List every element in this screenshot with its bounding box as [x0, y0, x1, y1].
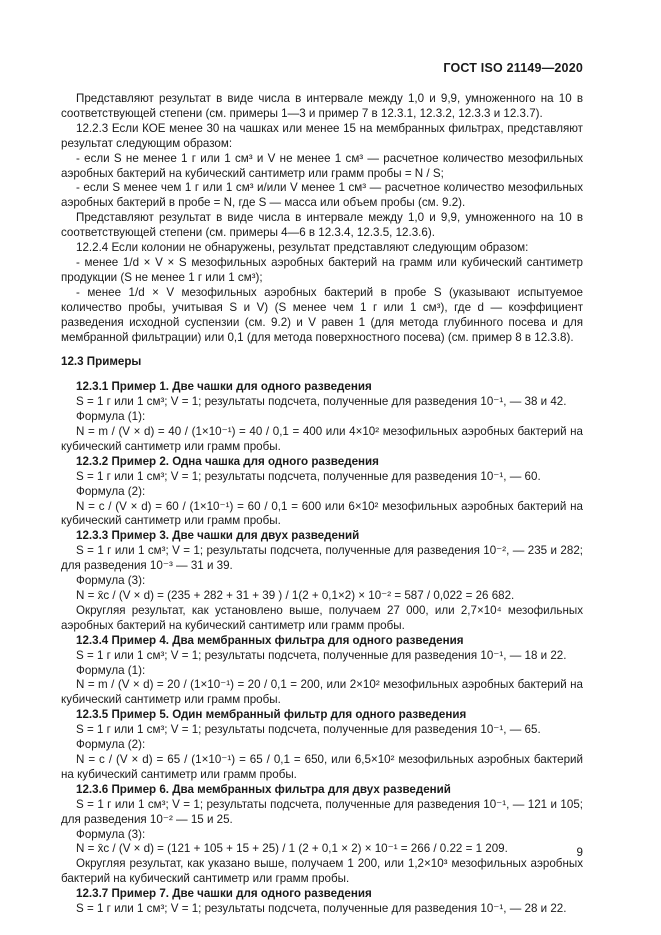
document-code-header: ГОСТ ISO 21149—2020: [443, 61, 583, 75]
example-heading: 12.3.5 Пример 5. Один мембранный фильтр для одного разведения: [76, 708, 467, 722]
formula-label: Формула (1):: [76, 663, 146, 677]
paragraph: Представляют результат в виде числа в интервале между 1,0 и 9,9, умноженного на 10 в соответствующей степени (см. примеры 1—3 и пример 7 в 12.3.1, 12.3.2, 12.3.3 и 12.3.7).: [61, 92, 583, 120]
paragraph: S = 1 г или 1 см³; V = 1; результаты подсчета, полученные для разведения 10⁻¹, — 65.: [76, 723, 541, 737]
paragraph: Округляя результат, как указано выше, получаем 1 200, или 1,2×10³ мезофильных аэробных бактерий на кубический сантиметр или грамм пробы.: [61, 857, 583, 886]
formula-label: Формула (3):: [76, 827, 146, 841]
list-item: - если S не менее 1 г или 1 см³ и V не менее 1 см³ — расчетное количество мезофильных аэробных бактерий на кубический сантиметр или грамм пробы = N / S;: [61, 151, 583, 180]
section-heading: 12.3 Примеры: [61, 355, 142, 369]
paragraph: S = 1 г или 1 см³; V = 1; результаты подсчета, полученные для разведения 10⁻², — 235 и 282; для разведения 10⁻³ — 31 и 39.: [61, 544, 583, 573]
paragraph: S = 1 г или 1 см³; V = 1; результаты подсчета, полученные для разведения 10⁻¹, — 38 и 42.: [76, 395, 567, 409]
list-item: - если S менее чем 1 г или 1 см³ и/или V менее 1 см³ — расчетное количество мезофильных аэробных бактерий в пробе = N, где S — масса или объем пробы (см. 9.2).: [61, 181, 583, 210]
paragraph: S = 1 г или 1 см³; V = 1; результаты подсчета, полученные для разведения 10⁻¹, — 60.: [76, 469, 541, 483]
list-item: - менее 1/d × V мезофильных аэробных бактерий в пробе S (указывают испытуемое количество пробы, учитывая S и V) (S менее чем 1 г или 1 см³), где d — коэффициент разведения исходной суспензии (см. 9.2) и V равен 1 (для метода глубинного посева и для мембранной фильтрации) или 0,1 (для метода поверхностного посева) (см. пример 8 в 12.3.8).: [61, 285, 583, 344]
formula: N = c / (V × d) = 60 / (1×10⁻¹) = 60 / 0,1 = 600 или 6×10² мезофильных аэробных бактерий на кубический сантиметр или грамм пробы.: [61, 499, 583, 528]
list-item: - менее 1/d × V × S мезофильных аэробных бактерий на грамм или кубический сантиметр продукции (S не менее 1 г или 1 см³);: [61, 255, 583, 284]
example-heading: 12.3.3 Пример 3. Две чашки для двух разведений: [76, 529, 360, 543]
example-heading: 12.3.7 Пример 7. Две чашки для одного разведения: [76, 887, 372, 901]
formula: N = x̄c / (V × d) = (121 + 105 + 15 + 25) / 1 (2 + 0,1 × 2) × 10⁻¹ = 266 / 0.22 = 1 209.: [76, 842, 508, 856]
formula: N = c / (V × d) = 65 / (1×10⁻¹) = 65 / 0,1 = 650, или 6,5×10² мезофильных аэробных бактерий на кубический сантиметр или грамм пробы.: [61, 752, 583, 781]
example-heading: 12.3.1 Пример 1. Две чашки для одного разведения: [76, 380, 372, 394]
paragraph: 12.2.4 Если колонии не обнаружены, результат представляют следующим образом:: [76, 241, 529, 255]
formula-label: Формула (3):: [76, 574, 146, 588]
example-heading: 12.3.4 Пример 4. Два мембранных фильтра для одного разведения: [76, 633, 464, 647]
paragraph: 12.2.3 Если КОЕ менее 30 на чашках или менее 15 на мембранных фильтрах, представляют результат следующим образом:: [61, 121, 583, 150]
formula: N = m / (V × d) = 40 / (1×10⁻¹) = 40 / 0,1 = 400 или 4×10² мезофильных аэробных бактерий на кубический сантиметр или грамм пробы.: [61, 425, 583, 453]
paragraph: S = 1 г или 1 см³; V = 1; результаты подсчета, полученные для разведения 10⁻¹, — 28 и 22.: [76, 902, 567, 916]
paragraph: Округляя результат, как установлено выше, получаем 27 000, или 2,7×10⁴ мезофильных аэробных бактерий на кубический сантиметр или грамм пробы.: [61, 603, 583, 632]
page-number: 9: [576, 846, 583, 859]
formula: N = x̄c / (V × d) = (235 + 282 + 31 + 39 ) / 1(2 + 0,1×2) × 10⁻² = 587 / 0,022 = 26 682.: [76, 589, 515, 602]
paragraph: S = 1 г или 1 см³; V = 1; результаты подсчета, полученные для разведения 10⁻¹, — 18 и 22.: [76, 648, 567, 662]
document-body: [61, 92, 583, 917]
example-heading: 12.3.6 Пример 6. Два мембранных фильтра для двух разведений: [76, 782, 451, 796]
example-heading: 12.3.2 Пример 2. Одна чашка для одного разведения: [76, 454, 379, 468]
formula-label: Формула (2):: [76, 738, 146, 752]
paragraph: Представляют результат в виде числа в интервале между 1,0 и 9,9, умноженного на 10 в соответствующей степени (см. примеры 4—6 в 12.3.4, 12.3.5, 12.3.6).: [61, 211, 583, 240]
formula-label: Формула (1):: [76, 410, 146, 424]
formula-label: Формула (2):: [76, 484, 146, 498]
formula: N = m / (V × d) = 20 / (1×10⁻¹) = 20 / 0,1 = 200, или 2×10² мезофильных аэробных бактерий на кубический сантиметр или грамм пробы.: [61, 678, 583, 707]
paragraph: S = 1 г или 1 см³; V = 1; результаты подсчета, полученные для разведения 10⁻¹, — 121 и 105; для разведения 10⁻² — 15 и 25.: [61, 797, 583, 826]
